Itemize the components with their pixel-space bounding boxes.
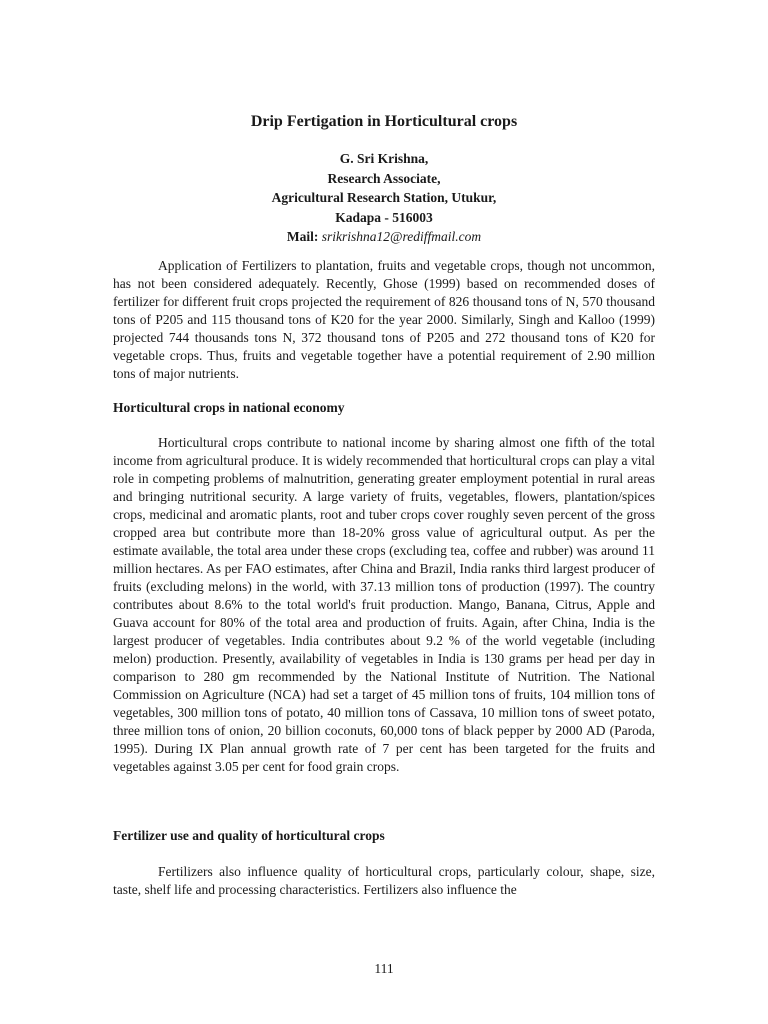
mail-label: Mail: (286, 229, 319, 244)
mail-address: srikrishna12@rediffmail.com (321, 229, 482, 244)
page-number: 111 (374, 961, 394, 976)
section-heading-economy: Horticultural crops in national economy (113, 400, 345, 415)
author-mail (113, 227, 655, 247)
author-name: G. Sri Krishna, (339, 151, 429, 166)
intro-paragraph: Application of Fertilizers to plantation, fruits and vegetable crops, though not uncommon, has not been considered adequately. Recently, Ghose (1999) based on recommended doses of fertilizer for different fruit crops projected the requirement of 826 thousand tons of N, 570 thousand tons of P205 and 115 thousand tons of K20 for the year 2000. Similarly, Singh and Kalloo (1999) projected 744 thousands tons N, 372 thousand tons of P205 and 272 thousand tons of K20 for vegetable crops. Thus, fruits and vegetable together have a potential requirement of 2.90 million tons of major nutrients. (113, 258, 655, 381)
quality-paragraph: Fertilizers also influence quality of horticultural crops, particularly colour, shape, size, taste, shelf life and processing characteristics. Fertilizers also influence the (113, 864, 655, 897)
author-block (113, 149, 655, 247)
economy-paragraph: Horticultural crops contribute to national income by sharing almost one fifth of the total income from agricultural produce. It is widely recommended that horticultural crops can play a vital role in competing problems of malnutrition, generating greater employment potential in rural areas and bringing nutritional security. A large variety of fruits, vegetables, flowers, plantation/spices crops, medicinal and aromatic plants, root and tuber crops cover roughly seven percent of the gross cropped area but contribute more than 18-20% gross value of agricultural output. As per the estimate available, the total area under these crops (excluding tea, coffee and rubber) was around 11 million hectares. As per FAO estimates, after China and Brazil, India ranks third largest producer of fruits (excluding melons) in the world, with 37.13 million tons of production (1997). The country contributes about 8.6% to the total world's fruit production. Mango, Banana, Citrus, Apple and Guava account for 80% of the total area and production of fruits. Again, after China, India is the largest producer of vegetables. India contributes about 9.2 % of the world vegetable (including melon) production. Presently, availability of vegetables in India is 130 grams per head per day in comparison to 280 gm recommended by the National Institute of Nutrition. The National Commission on Agriculture (NCA) had set a target of 45 million tons of fruits, 104 million tons of vegetables, 300 million tons of potato, 40 million tons of Cassava, 10 million tons of sweet potato, three million tons of onion, 20 billion coconuts, 60,000 tons of black pepper by 2000 AD (Paroda, 1995). During IX Plan annual growth rate of 7 per cent has been targeted for the fruits and vegetables against 3.05 per cent for food grain crops. (113, 435, 655, 774)
author-location: Kadapa - 516003 (335, 209, 433, 225)
author-position: Research Associate, (327, 170, 441, 186)
section-heading-quality: Fertilizer use and quality of horticultural crops (113, 828, 385, 843)
document-page (113, 0, 655, 1024)
document-title: Drip Fertigation in Horticultural crops (250, 113, 518, 130)
author-institution: Agricultural Research Station, Utukur, (271, 190, 497, 205)
